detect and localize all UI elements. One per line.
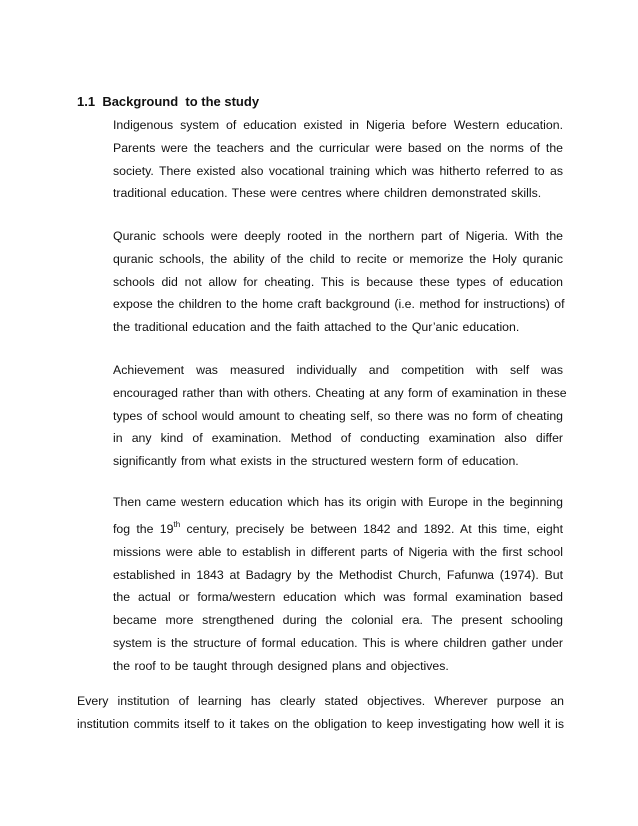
text-line: types of school would amount to cheating self, so there was no form of cheating xyxy=(113,408,563,423)
text-line: expose the children to the home craft background (i.e. method for instructions) of xyxy=(113,297,565,312)
text-line: Then came western education which has its origin with Europe in the beginning xyxy=(113,495,563,509)
text-line: schools did not allow for cheating. This is because these types of education xyxy=(113,274,563,289)
text-line: the roof to be taught through designed plans and objectives. xyxy=(113,658,449,673)
text-line: Indigenous system of education existed in Nigeria before Western education. xyxy=(113,118,563,132)
text-line: encouraged rather than with others. Cheating at any form of examination in these xyxy=(113,385,567,400)
section-title: Background to the study xyxy=(102,94,260,109)
text-line: in any kind of examination. Method of conducting examination also differ xyxy=(113,431,563,446)
text-line: the actual or forma/western education which was formal examination based xyxy=(113,590,563,605)
text-line: the traditional education and the faith attached to the Qur’anic education. xyxy=(113,320,520,335)
text-line: significantly from what exists in the structured western form of education. xyxy=(113,454,519,469)
text-fragment: century, precisely be between 1842 and 1892. At this time, eight xyxy=(180,521,563,536)
text-line: Quranic schools were deeply rooted in the northern part of Nigeria. With the xyxy=(113,229,563,243)
text-line: Parents were the teachers and the curricular were based on the norms of the xyxy=(113,140,563,155)
text-line: established in 1843 at Badagry by the Methodist Church, Fafunwa (1974). But xyxy=(113,567,563,582)
text-line: quranic schools, the ability of the child to recite or memorize the Holy quranic xyxy=(113,251,563,266)
text-line-with-superscript xyxy=(113,514,563,541)
text-line: institution commits itself to it takes on the obligation to keep investigating how well it is xyxy=(77,716,564,731)
text-line: Every institution of learning has clearly stated objectives. Wherever purpose an xyxy=(77,694,564,708)
text-line: missions were able to establish in different parts of Nigeria with the first school xyxy=(113,544,563,559)
paragraph-quranic-schools xyxy=(113,225,563,339)
text-fragment: fog the 19 xyxy=(113,521,174,536)
paragraph-achievement xyxy=(113,359,567,473)
text-line: system is the structure of formal education. This is where children gather under xyxy=(113,635,563,650)
text-line: became more strengthened during the colonial era. The present schooling xyxy=(113,613,563,628)
section-heading xyxy=(77,94,259,109)
text-line: Achievement was measured individually and competition with self was xyxy=(113,363,563,377)
paragraph-western-education xyxy=(113,491,563,678)
paragraph-institution-objectives xyxy=(77,690,564,736)
paragraph-indigenous-system xyxy=(113,114,563,205)
section-number: 1.1 xyxy=(77,94,96,109)
text-line: society. There existed also vocational training which was hitherto referred to as xyxy=(113,163,563,178)
text-line: traditional education. These were centres where children demonstrated skills. xyxy=(113,186,542,201)
ordinal-superscript: th xyxy=(173,519,181,529)
